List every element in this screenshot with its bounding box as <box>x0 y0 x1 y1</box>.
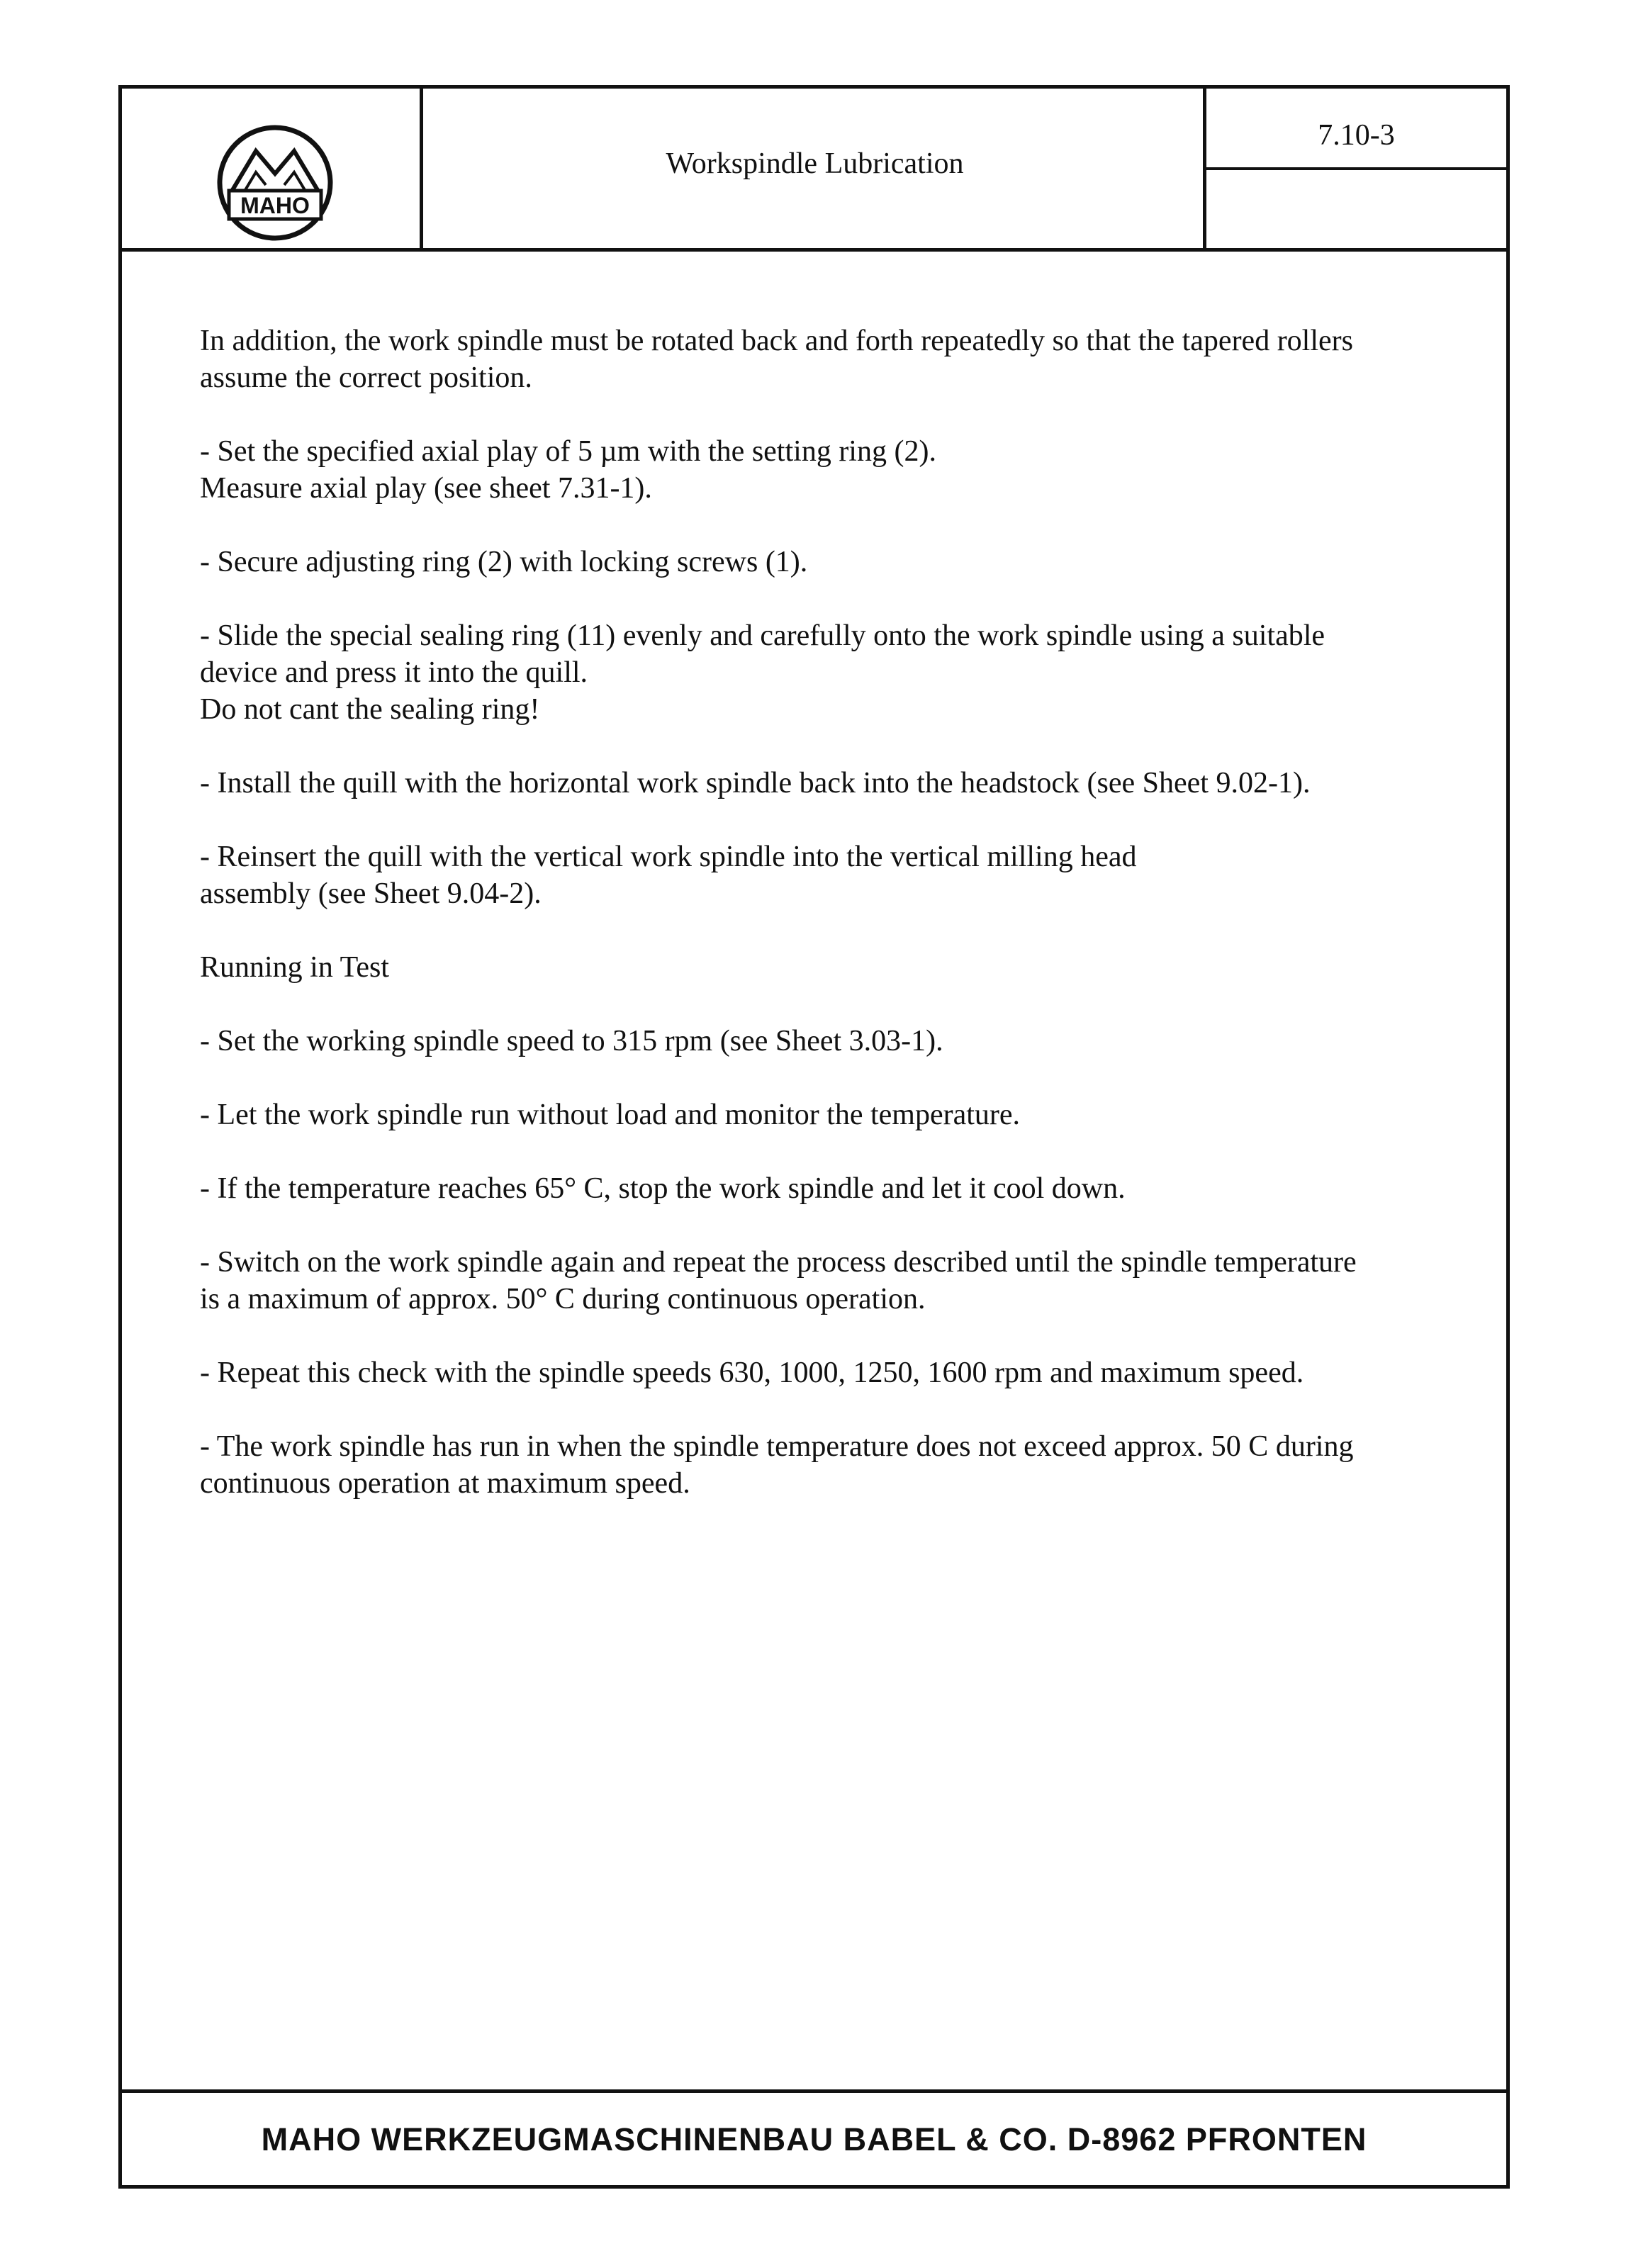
step-item: - Set the specified axial play of 5 µm with the setting ring (2). Measure axial play (see sheet 7.31-1). <box>200 435 936 505</box>
step-item: - Install the quill with the horizontal work spindle back into the headstock (see Sheet 9.02-1). <box>200 767 1311 799</box>
page-title: Workspindle Lubrication <box>666 147 964 180</box>
sheet-number-box <box>1206 89 1506 170</box>
sheet-number: 7.10-3 <box>1318 119 1395 152</box>
footer-company: MAHO WERKZEUGMASCHINENBAU BABEL & CO. D-8962 PFRONTEN <box>261 2121 1367 2157</box>
document-body <box>200 322 1476 1539</box>
step-item: - Slide the special sealing ring (11) evenly and carefully onto the work spindle using a suitable device and press it into the quill. Do not cant the sealing ring! <box>200 619 1325 726</box>
document-frame <box>118 85 1510 2189</box>
test-step-item: - The work spindle has run in when the spindle temperature does not exceed approx. 50 C during continuous operation at maximum speed. <box>200 1430 1354 1500</box>
header <box>122 89 1506 252</box>
test-step-item: - Let the work spindle run without load and monitor the temperature. <box>200 1099 1021 1131</box>
test-step-item: - Repeat this check with the spindle speeds 630, 1000, 1250, 1600 rpm and maximum speed. <box>200 1357 1304 1389</box>
footer <box>122 2089 1506 2185</box>
test-step-item: - Set the working spindle speed to 315 rpm (see Sheet 3.03-1). <box>200 1025 943 1057</box>
step-item: - Reinsert the quill with the vertical work spindle into the vertical milling head assembly (see Sheet 9.04-2). <box>200 841 1137 910</box>
title-cell <box>423 89 1206 248</box>
sheet-number-cell <box>1203 89 1506 248</box>
intro-paragraph: In addition, the work spindle must be rotated back and forth repeatedly so that the tapered rollers assume the correct position. <box>200 325 1353 394</box>
maho-logo <box>215 123 335 243</box>
section-heading: Running in Test <box>200 951 389 984</box>
logo-text: MAHO <box>240 193 310 218</box>
logo-cell <box>122 89 423 248</box>
step-item: - Secure adjusting ring (2) with locking screws (1). <box>200 546 808 578</box>
test-step-item: - Switch on the work spindle again and repeat the process described until the spindle temperature is a maximum of approx. 50° C during continuous operation. <box>200 1246 1357 1315</box>
test-step-item: - If the temperature reaches 65° C, stop the work spindle and let it cool down. <box>200 1172 1126 1205</box>
